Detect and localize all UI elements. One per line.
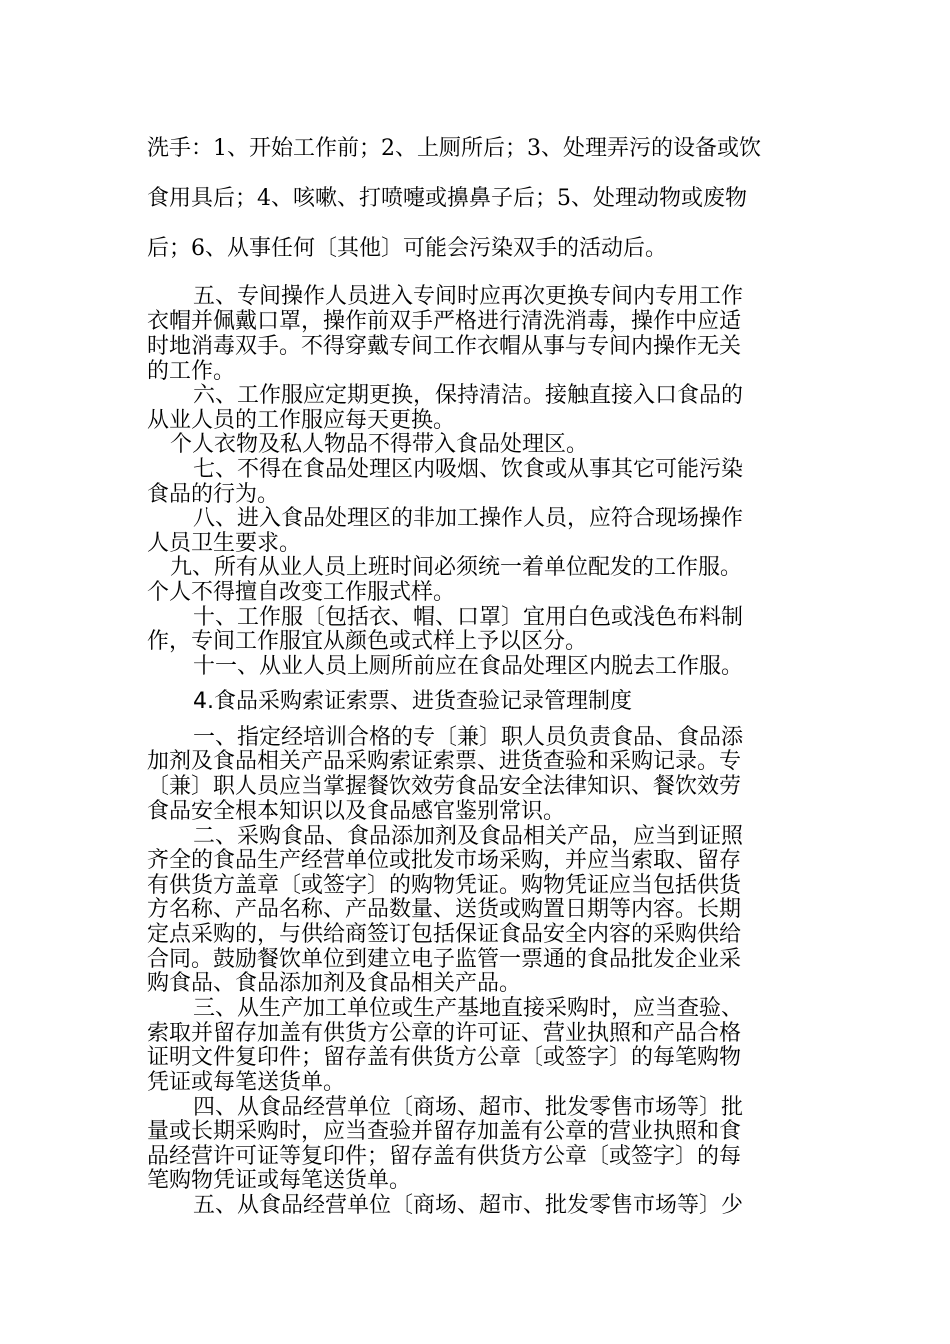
text-line: 食品的行为。 <box>147 482 280 507</box>
text-line: 笔购物凭证或每笔送货单。 <box>147 1168 412 1193</box>
text-line: 合同。鼓励餐饮单位到建立电子监管一票通的食品批发企业采 <box>147 947 742 972</box>
text-line: 时地消毒双手。不得穿戴专间工作衣帽从事与专间内操作无关 <box>147 334 742 359</box>
text-line: 的工作。 <box>147 359 236 384</box>
text-line: 十一、从业人员上厕所前应在食品处理区内脱去工作服。 <box>193 654 744 679</box>
text-line: 七、不得在食品处理区内吸烟、饮食或从事其它可能污染 <box>193 457 744 482</box>
text-line: 〔兼〕职人员应当掌握餐饮效劳食品安全法律知识、餐饮效劳 <box>147 774 742 799</box>
text-line: 齐全的食品生产经营单位或批发市场采购，并应当索取、留存 <box>147 848 742 873</box>
text-line: 个人衣物及私人物品不得带入食品处理区。 <box>170 432 589 457</box>
text-line: 洗手：1、开始工作前；2、上厕所后；3、处理弄污的设备或饮 <box>147 136 761 161</box>
text-line: 十、工作服〔包括衣、帽、口罩〕宜用白色或浅色布料制 <box>193 605 744 630</box>
text-line: 作，专间工作服宜从颜色或式样上予以区分。 <box>147 629 588 654</box>
text-line: 三、从生产加工单位或生产基地直接采购时，应当查验、 <box>193 996 744 1021</box>
text-line: 人员卫生要求。 <box>147 531 302 556</box>
text-line: 有供货方盖章〔或签字〕的购物凭证。购物凭证应当包括供货 <box>147 873 742 898</box>
text-line: 后；6、从事任何〔其他〕可能会污染双手的活动后。 <box>147 236 667 261</box>
text-line: 食用具后；4、咳嗽、打喷嚏或擤鼻子后；5、处理动物或废物 <box>147 186 747 211</box>
text-line: 索取并留存加盖有供货方公章的许可证、营业执照和产品合格 <box>147 1021 742 1046</box>
text-line: 五、从食品经营单位〔商场、超市、批发零售市场等〕少 <box>193 1193 744 1218</box>
text-line: 个人不得擅自改变工作服式样。 <box>147 580 456 605</box>
text-line: 定点采购的，与供给商签订包括保证食品安全内容的采购供给 <box>147 922 742 947</box>
text-line: 六、工作服应定期更换，保持清洁。接触直接入口食品的 <box>193 383 744 408</box>
text-line: 衣帽并佩戴口罩，操作前双手严格进行清洗消毒，操作中应适 <box>147 309 742 334</box>
text-line: 五、专间操作人员进入专间时应再次更换专间内专用工作 <box>193 284 744 309</box>
text-line: 方名称、产品名称、产品数量、送货或购置日期等内容。长期 <box>147 897 742 922</box>
text-line: 二、采购食品、食品添加剂及食品相关产品，应当到证照 <box>193 824 744 849</box>
text-line: 九、所有从业人员上班时间必须统一着单位配发的工作服。 <box>170 555 743 580</box>
text-line: 凭证或每笔送货单。 <box>147 1070 346 1095</box>
section-heading: 4.食品采购索证索票、进货查验记录管理制度 <box>193 689 632 714</box>
text-line: 量或长期采购时，应当查验并留存加盖有公章的营业执照和食 <box>147 1119 742 1144</box>
text-line: 食品安全根本知识以及食品感官鉴别常识。 <box>147 799 566 824</box>
text-line: 加剂及食品相关产品采购索证索票、进货查验和采购记录。专 <box>147 749 742 774</box>
text-line: 购食品、食品添加剂及食品相关产品。 <box>147 971 522 996</box>
text-line: 从业人员的工作服应每天更换。 <box>147 408 456 433</box>
text-line: 一、指定经培训合格的专〔兼〕职人员负责食品、食品添 <box>193 725 744 750</box>
text-line: 品经营许可证等复印件；留存盖有供货方公章〔或签字〕的每 <box>147 1144 742 1169</box>
text-line: 四、从食品经营单位〔商场、超市、批发零售市场等〕批 <box>193 1095 744 1120</box>
text-line: 八、进入食品处理区的非加工操作人员，应符合现场操作 <box>193 506 744 531</box>
text-line: 证明文件复印件；留存盖有供货方公章〔或签字〕的每笔购物 <box>147 1045 742 1070</box>
